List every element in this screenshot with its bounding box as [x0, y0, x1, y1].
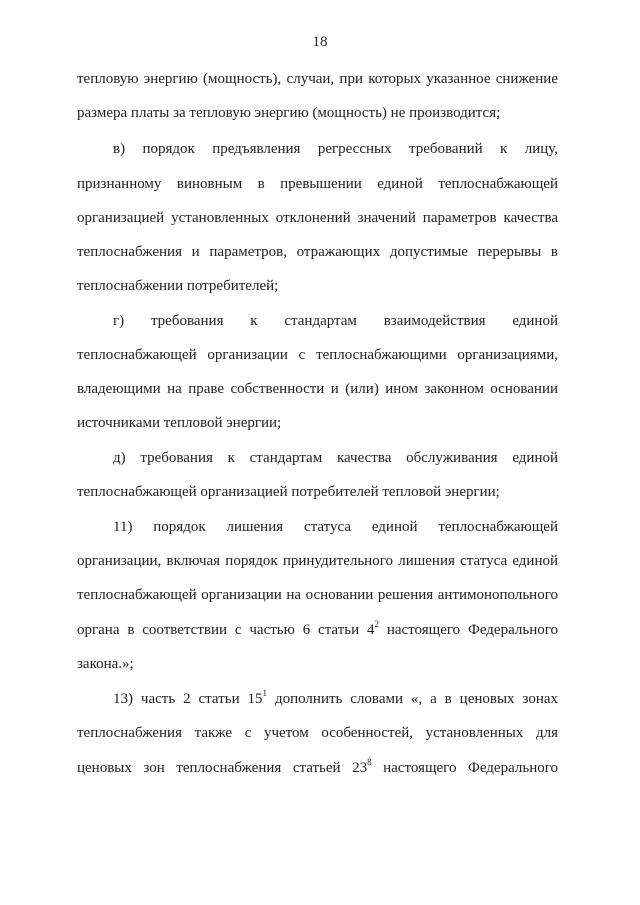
text-line: закона.»;: [77, 656, 134, 672]
text-line: теплоснабжающей организацией потребителей тепловой энергии;: [77, 484, 500, 500]
page-number: 18: [312, 34, 328, 50]
text-segment: 13) часть 2 статьи 15: [113, 691, 263, 707]
text-line: теплоснабжающей организации с теплоснабжающими организациями,: [77, 347, 558, 363]
superscript: 1: [262, 688, 268, 698]
text-line: размера платы за тепловую энергию (мощность) не производится;: [77, 105, 501, 121]
text-line: в) порядок предъявления регрессных требований к лицу,: [113, 141, 558, 157]
text-line: г) требования к стандартам взаимодействия единой: [113, 313, 558, 329]
text-line: [77, 757, 558, 779]
text-line: теплоснабжающей организации на основании решения антимонопольного: [77, 587, 558, 603]
text-segment: настоящего Федерального: [378, 622, 559, 638]
text-segment: ценовых зон теплоснабжения статьей 23: [77, 760, 368, 776]
text-line: источниками тепловой энергии;: [77, 415, 282, 431]
text-line: [77, 619, 558, 641]
text-line: признанному виновным в превышении единой теплоснабжающей: [77, 176, 558, 192]
text-line: д) требования к стандартам качества обслуживания единой: [113, 450, 558, 466]
text-line: теплоснабжения также с учетом особенностей, установленных для: [77, 725, 558, 741]
text-line: организации, включая порядок принудительного лишения статуса единой: [77, 553, 558, 569]
text-line: [113, 688, 558, 710]
text-line: теплоснабжении потребителей;: [77, 278, 279, 294]
superscript: 2: [374, 619, 379, 629]
text-segment: органа в соответствии с частью 6 статьи 4: [77, 622, 375, 638]
text-segment: настоящего Федерального: [371, 760, 558, 776]
text-line: организацией установленных отклонений значений параметров качества: [77, 210, 558, 226]
text-line: владеющими на праве собственности и (или) ином законном основании: [77, 381, 558, 397]
superscript: 8: [367, 757, 372, 767]
text-line: 11) порядок лишения статуса единой теплоснабжающей: [113, 519, 558, 535]
text-line: теплоснабжения и параметров, отражающих допустимые перерывы в: [77, 244, 558, 260]
text-segment: дополнить словами «, а в ценовых зонах: [267, 691, 558, 707]
text-line: тепловую энергию (мощность), случаи, при которых указанное снижение: [77, 71, 558, 87]
